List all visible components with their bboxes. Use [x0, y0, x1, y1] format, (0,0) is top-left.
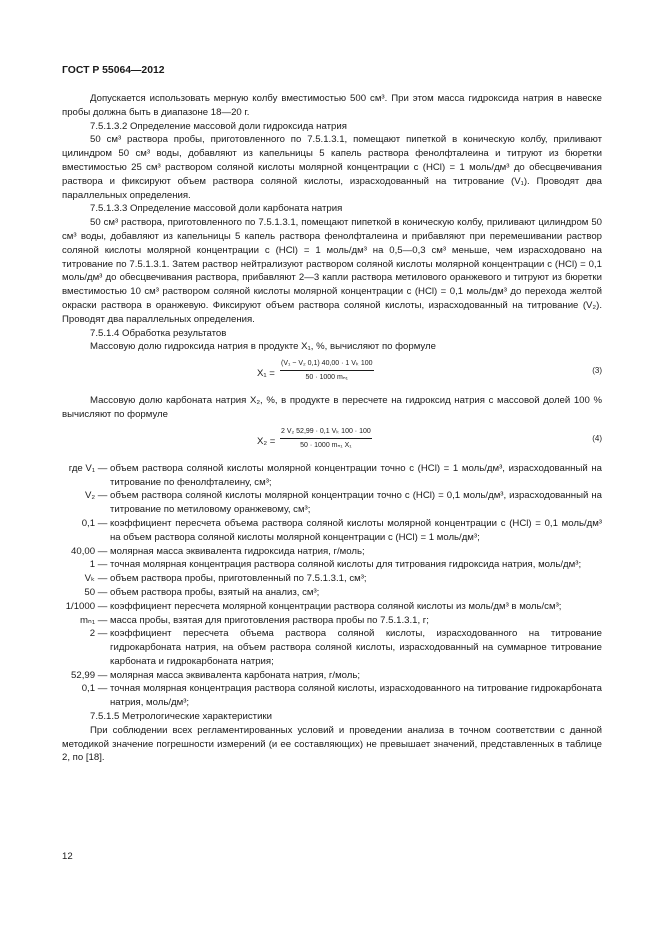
definition-text: масса пробы, взятая для приготовления раствора пробы по 7.5.1.3.1, г; [110, 614, 429, 626]
definition-text: точная молярная концентрация раствора соляной кислоты, израсходованного на титрование гидрокарбоната натрия, моль/дм³; [110, 683, 602, 709]
definition-text: точная молярная концентрация раствора соляной кислоты для титрования гидроксида натрия, моль/дм³; [110, 559, 582, 571]
symbol-definitions [62, 462, 602, 710]
formula-4-fraction [280, 426, 372, 451]
paragraph-flask: Допускается использовать мерную колбу вместимостью 500 см³. При этом масса гидроксида натрия в навеске пробы должна быть в диапазоне 18—20 г. [62, 93, 602, 118]
definition-symbol: 1 — [89, 559, 108, 571]
definition-symbol: 0,1 — [81, 683, 108, 695]
definition-item [62, 558, 602, 572]
definition-symbol: 0,1 — [81, 517, 108, 529]
definition-symbol: 50 — [84, 586, 108, 598]
formula-3-number: (3) [592, 366, 602, 376]
definition-symbol: 40,00 — [71, 545, 108, 557]
definition-text: объем раствора соляной кислоты молярной концентрации точно с (HCl) = 0,1 моль/дм³, израсходованный на титрование по метиловому оранжевому, см³; [110, 490, 602, 516]
definition-item [62, 669, 602, 683]
formula-4-number: (4) [592, 433, 602, 443]
page-content [62, 92, 602, 765]
section-heading-7-5-1-5: 7.5.1.5 Метрологические характеристики [90, 711, 272, 723]
formula-4-numerator: 2 V₂ 52,99 · 0,1 Vₖ 100 · 100 [280, 426, 372, 439]
definition-item [62, 572, 602, 586]
definition-symbol: 2 — [89, 628, 108, 640]
definition-text: коэффициент пересчета молярной концентрации раствора соляной кислоты из моль/дм³ в моль/см³; [110, 600, 562, 612]
paragraph-formula-4-intro: Массовую долю карбоната натрия X₂, %, в продукте в пересчете на гидроксид натрия с массовой долей 100 % вычисляют по формуле [62, 395, 602, 420]
formula-4-lhs: X₂ = [257, 435, 276, 447]
formula-3-numerator: (V₁ − V₂ 0,1) 40,00 · 1 Vₖ 100 [280, 358, 374, 371]
paragraph-metrology: При соблюдении всех регламентированных условий и проведении анализа в точном соответствии с данной методикой значение погрешности измерений (и ее составляющих) не превышает значений, представленных в таблице 2, по [18]. [62, 724, 602, 764]
section-heading-7-5-1-4: 7.5.1.4 Обработка результатов [90, 327, 227, 339]
definition-item [62, 517, 602, 545]
section-heading-7-5-1-3-2: 7.5.1.3.2 Определение массовой доли гидроксида натрия [90, 120, 347, 132]
definition-item [62, 600, 602, 614]
formula-4-denominator: 50 · 1000 mₙ₁ X₁ [300, 441, 352, 449]
definition-text: коэффициент пересчета объема раствора соляной кислоты молярной концентрации с (HCl) = 0,1 моль/дм³ на объем раствора соляной кислоты молярной концентрации с (HCl) = 1 моль/дм³; [110, 517, 602, 543]
definition-symbol: где V₁ — [68, 462, 108, 474]
definition-item [62, 586, 602, 600]
definition-text: коэффициент пересчета объема раствора соляной кислоты, израсходованного на титрование гидрокарбоната натрия, на объем раствора соляной кислоты, израсходованный на суммарное титрование карбоната и гидрокарбоната натрия; [110, 628, 602, 667]
formula-3-lhs: X₁ = [257, 368, 275, 380]
paragraph-formula-3-intro: Массовую долю гидроксида натрия в продукте X₁, %, вычисляют по формуле [90, 341, 436, 353]
formula-3 [62, 354, 602, 394]
paragraph-sodium-hydroxide: 50 см³ раствора пробы, приготовленного по 7.5.1.3.1, помещают пипеткой в коническую колбу, приливают цилиндром 50 см³ воды, добавляют из капельницы 5 капель раствора фенолфталеина и титруют из бюретки вместимостью 25 см³ раствором соляной кислоты молярной концентрации с (HCl) = 1 моль/дм³ до обесцвечивания раствора и фиксируют объем раствора соляной кислоты, израсходованный на титрование (V₁). Проводят два параллельных определения. [62, 134, 602, 201]
definition-symbol: 52,99 — [71, 669, 108, 681]
formula-3-denominator: 50 · 1000 mₙ₁ [305, 374, 349, 382]
formula-3-fraction [280, 358, 374, 383]
page-number: 12 [62, 851, 73, 862]
definition-item [62, 682, 602, 710]
definition-text: молярная масса эквивалента гидроксида натрия, г/моль; [110, 545, 365, 557]
definition-text: объем раствора пробы, приготовленный по 7.5.1.3.1, см³; [110, 573, 367, 585]
definition-text: объем раствора пробы, взятый на анализ, см³; [110, 586, 320, 598]
definition-item [62, 614, 602, 628]
definition-symbol: Vₖ — [84, 573, 108, 585]
formula-4 [62, 422, 602, 462]
definition-text: молярная масса эквивалента карбоната натрия, г/моль; [110, 669, 361, 681]
definition-symbol: mₙ₁ — [80, 614, 108, 626]
definition-item [62, 462, 602, 490]
section-heading-7-5-1-3-3: 7.5.1.3.3 Определение массовой доли карбоната натрия [90, 203, 343, 215]
definition-item [62, 627, 602, 668]
definition-symbol: 1/1000 — [65, 600, 108, 612]
definition-text: объем раствора соляной кислоты молярной концентрации точно с (HCl) = 1 моль/дм³, израсходованный на титрование по фенолфталеину, см³; [110, 462, 602, 488]
paragraph-sodium-carbonate: 50 см³ раствора, приготовленного по 7.5.1.3.1, помещают пипеткой в коническую колбу, приливают цилиндром 50 см³ воды, добавляют из капельницы 5 капель раствора фенолфталеина и прибавляют при перемешивании раствор соляной кислоты молярной концентрации с (HCl) = 1 моль/дм³ на 0,5—0,3 см³ меньше, чем израсходовано на титрование по 7.5.1.3.1. Затем раствор нейтрализуют раствором соляной кислоты молярной концентрации с (HCl) = 0,1 моль/дм³ до обесцвечивания раствора, прибавляют 2—3 капли раствора метилового оранжевого и титруют из бюретки вместимостью 10 см³ раствором соляной кислоты молярной концентрации с (HCl) = 0,1 моль/дм³ до перехода желтой окраски раствора в оранжевую. Фиксируют объем раствора соляной кислоты, израсходованный на титрование (V₂). Проводят два параллельных определения. [62, 217, 602, 325]
document-header: ГОСТ Р 55064—2012 [62, 65, 165, 76]
definition-symbol: V₂ — [84, 490, 108, 502]
definition-item [62, 489, 602, 517]
definition-item [62, 545, 602, 559]
